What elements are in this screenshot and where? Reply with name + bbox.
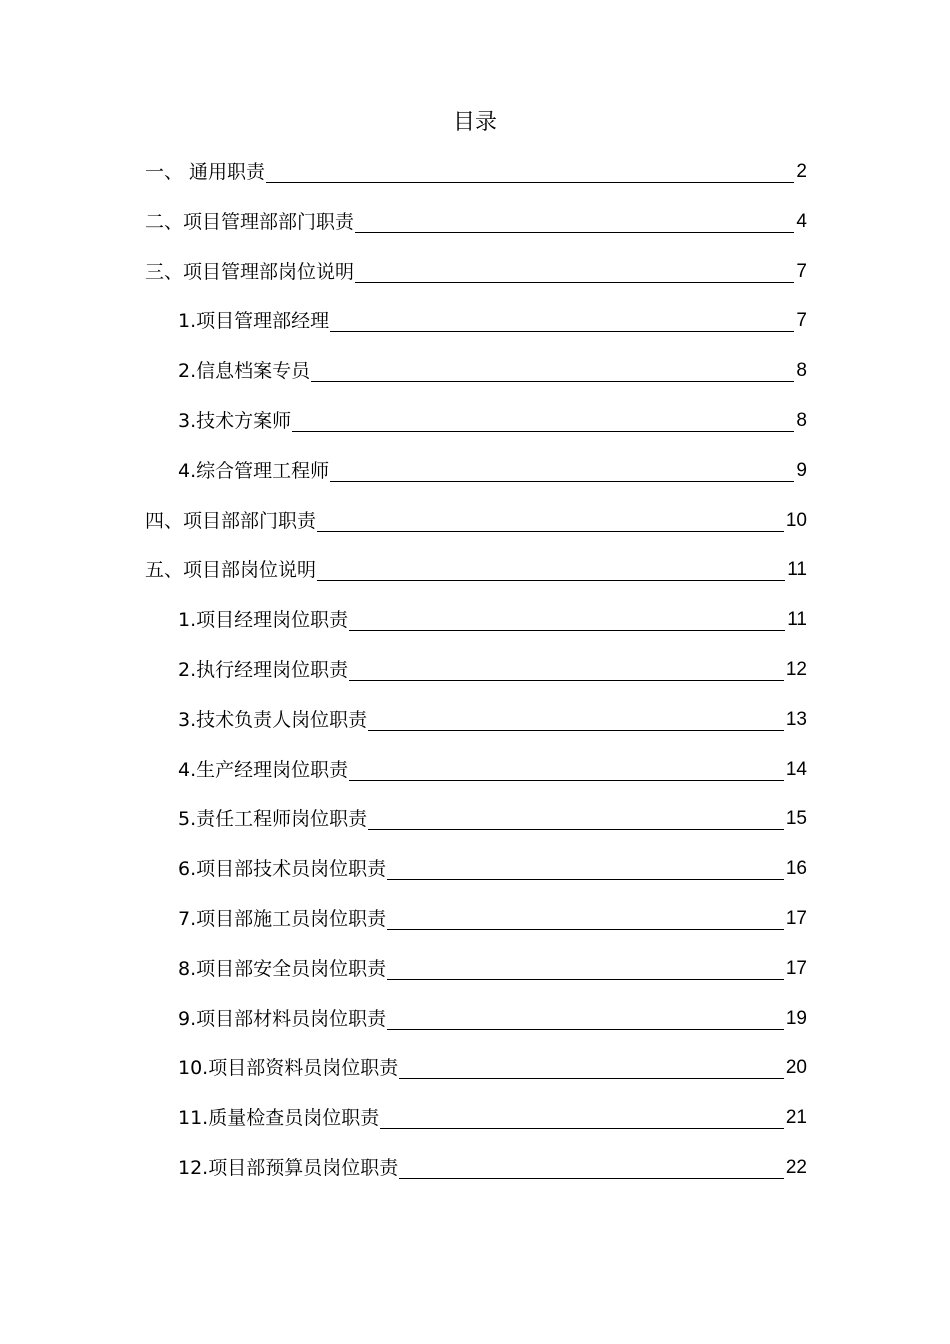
toc-leader-line	[330, 457, 794, 482]
toc-entry-page: 8	[796, 360, 807, 382]
toc-title: 目录	[452, 110, 497, 135]
toc-entry[interactable]	[0, 158, 950, 208]
toc-leader-line	[368, 805, 784, 830]
toc-entry-label: 二、项目管理部部门职责	[145, 210, 355, 233]
toc-entry-label: 三、项目管理部岗位说明	[145, 260, 355, 283]
toc-entry[interactable]	[0, 1005, 950, 1055]
toc-entry-label: 一、 通用职责	[145, 161, 266, 183]
toc-entry[interactable]	[0, 1054, 950, 1104]
toc-entry-label: 2.信息档案专员	[178, 360, 311, 383]
toc-entry-page: 4	[796, 210, 807, 232]
toc-entry[interactable]	[0, 905, 950, 955]
toc-leader-line	[380, 1104, 784, 1129]
toc-entry-page: 7	[796, 260, 807, 282]
toc-entry-label: 12.项目部预算员岗位职责	[178, 1156, 399, 1179]
toc-leader-line	[311, 357, 794, 382]
toc-entry-label: 4.生产经理岗位职责	[178, 758, 349, 781]
toc-entry-page: 15	[785, 808, 807, 830]
toc-entry-label: 6.项目部技术员岗位职责	[178, 858, 387, 881]
toc-entry[interactable]	[0, 258, 950, 308]
toc-leader-line	[355, 208, 794, 233]
toc-entry[interactable]	[0, 955, 950, 1005]
toc-entry-label: 11.质量检查员岗位职责	[178, 1107, 380, 1130]
toc-leader-line	[292, 407, 794, 432]
toc-entry-label: 2.执行经理岗位职责	[178, 658, 349, 681]
toc-entry[interactable]	[0, 556, 950, 606]
toc-entry-page: 12	[785, 658, 807, 680]
toc-entry-page: 9	[796, 459, 807, 481]
toc-entry[interactable]	[0, 1154, 950, 1204]
toc-entry[interactable]	[0, 307, 950, 357]
toc-leader-line	[349, 606, 785, 631]
toc-entry[interactable]	[0, 1104, 950, 1154]
toc-entry-label: 7.项目部施工员岗位职责	[178, 907, 387, 930]
toc-entry-page: 7	[796, 310, 807, 332]
toc-entry[interactable]	[0, 407, 950, 457]
toc-leader-line	[317, 507, 784, 532]
toc-entry-page: 19	[785, 1007, 807, 1029]
toc-entry-page: 17	[785, 907, 807, 929]
toc-entry[interactable]	[0, 357, 950, 407]
toc-entry-label: 五、项目部岗位说明	[145, 559, 317, 582]
toc-leader-line	[355, 258, 794, 283]
toc-leader-line	[387, 1005, 784, 1030]
toc-leader-line	[387, 855, 784, 880]
toc-entry-label: 8.项目部安全员岗位职责	[178, 957, 387, 980]
toc-leader-line	[387, 905, 784, 930]
toc-leader-line	[266, 158, 794, 183]
toc-leader-line	[387, 955, 784, 980]
toc-entry-label: 3.技术方案师	[178, 409, 292, 432]
toc-entry-page: 16	[785, 858, 807, 880]
toc-entry-page: 11	[787, 609, 807, 631]
toc-entry[interactable]	[0, 208, 950, 258]
toc-entry-page: 11	[787, 559, 807, 581]
toc-entry[interactable]	[0, 457, 950, 507]
toc-entry-label: 9.项目部材料员岗位职责	[178, 1007, 387, 1030]
toc-entry-label: 4.综合管理工程师	[178, 459, 330, 482]
toc-entry-label: 10.项目部资料员岗位职责	[178, 1057, 399, 1080]
toc-entry-page: 2	[796, 161, 807, 182]
toc-leader-line	[349, 656, 784, 681]
toc-entry-page: 10	[785, 509, 807, 531]
toc-entry-page: 14	[785, 758, 807, 780]
toc-leader-line	[368, 706, 784, 731]
toc-leader-line	[349, 756, 784, 781]
toc-entry-label: 1.项目经理岗位职责	[178, 609, 349, 632]
toc-entry[interactable]	[0, 855, 950, 905]
toc-leader-line	[330, 307, 794, 332]
toc-entry[interactable]	[0, 706, 950, 756]
toc-entry-label: 5.责任工程师岗位职责	[178, 808, 368, 831]
toc-entry-label: 3.技术负责人岗位职责	[178, 708, 368, 731]
toc-list	[0, 158, 950, 1204]
toc-entry-label: 1.项目管理部经理	[178, 310, 330, 333]
toc-entry[interactable]	[0, 756, 950, 806]
toc-entry-page: 17	[785, 957, 807, 979]
toc-entry-page: 8	[796, 409, 807, 431]
toc-entry[interactable]	[0, 606, 950, 656]
toc-entry[interactable]	[0, 507, 950, 557]
toc-entry-label: 四、项目部部门职责	[145, 509, 317, 532]
toc-entry-page: 22	[785, 1156, 807, 1178]
toc-leader-line	[399, 1054, 784, 1079]
toc-leader-line	[399, 1154, 784, 1179]
toc-entry-page: 13	[785, 708, 807, 730]
toc-entry-page: 20	[785, 1057, 807, 1079]
toc-entry[interactable]	[0, 656, 950, 706]
toc-entry-page: 21	[785, 1107, 807, 1129]
toc-entry[interactable]	[0, 805, 950, 855]
toc-leader-line	[317, 556, 785, 581]
